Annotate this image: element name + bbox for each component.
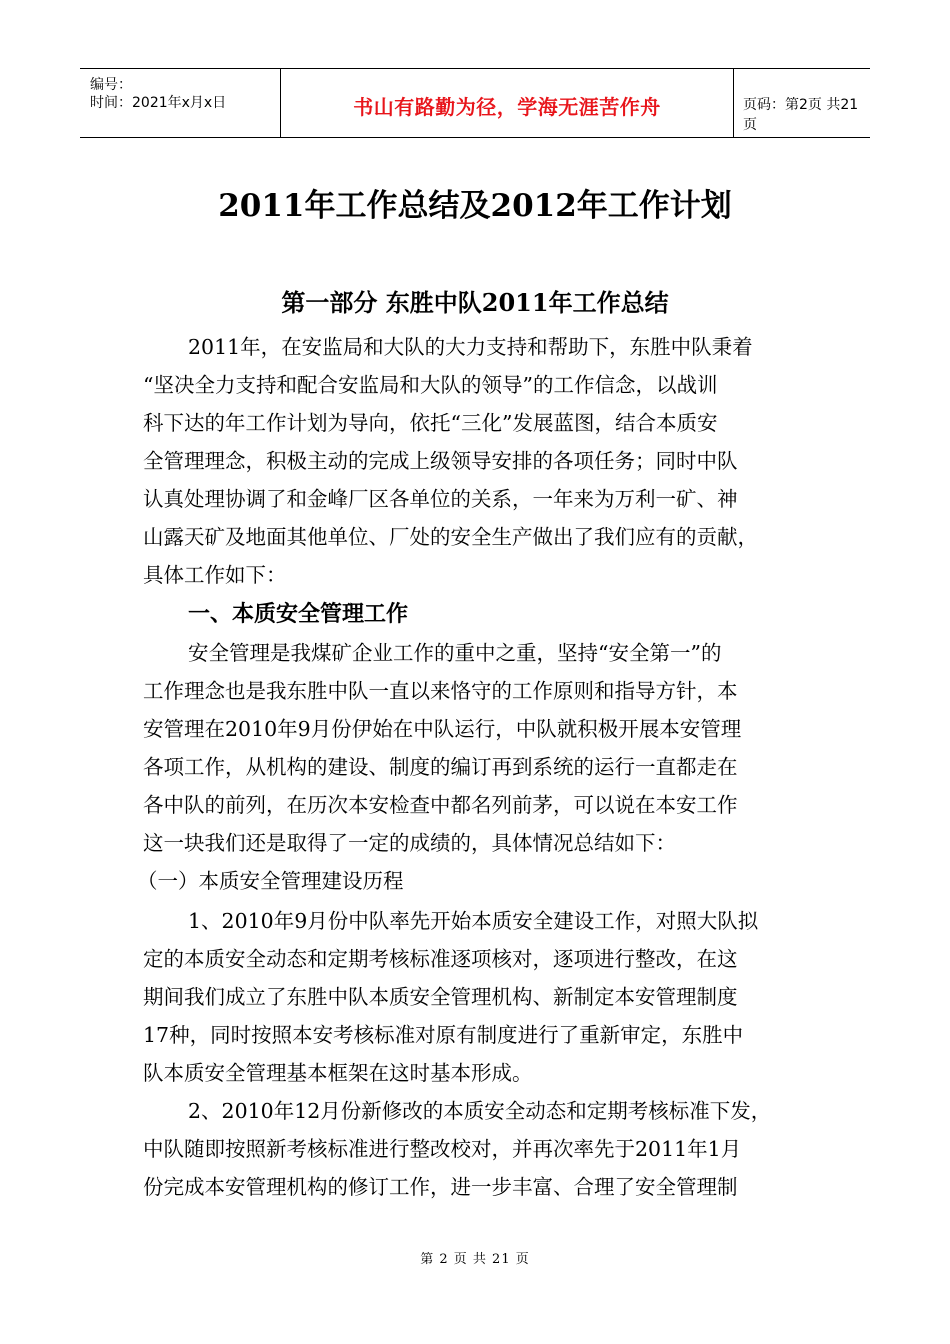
- number-label: 编号：: [90, 77, 132, 93]
- body-line: 山露天矿及地面其他单位、厂处的安全生产做出了我们应有的贡献，: [143, 525, 758, 549]
- body-line: 工作理念也是我东胜中队一直以来恪守的工作原则和指导方针，本: [143, 679, 738, 703]
- body-line: 各中队的前列，在历次本安检查中都名列前茅，可以说在本安工作: [143, 793, 738, 817]
- body-line: 全管理理念，积极主动的完成上级领导安排的各项任务；同时中队: [143, 449, 738, 473]
- motto-text: 书山有路勤为径，学海无涯苦作舟: [353, 95, 661, 119]
- header-page-cell: [733, 69, 870, 137]
- time-label: 时间：2021年x月x日: [90, 95, 227, 111]
- body-line: 2011年，在安监局和大队的大力支持和帮助下，东胜中队秉着: [188, 335, 753, 359]
- page-label: 页码：第2页 共21页: [743, 97, 859, 133]
- body-line: 安全管理是我煤矿企业工作的重中之重，坚持“安全第一”的: [188, 641, 722, 665]
- body-line: 各项工作，从机构的建设、制度的编订再到系统的运行一直都走在: [143, 755, 738, 779]
- body-line: 期间我们成立了东胜中队本质安全管理机构、新制定本安管理制度: [143, 985, 738, 1009]
- body-line: 份完成本安管理机构的修订工作，进一步丰富、合理了安全管理制: [143, 1175, 738, 1199]
- body-line: 科下达的年工作计划为导向，依托“三化”发展蓝图，结合本质安: [143, 411, 718, 435]
- body-line: 具体工作如下：: [143, 563, 287, 587]
- body-line: 队本质安全管理基本框架在这时基本形成。: [143, 1061, 533, 1085]
- header-table: [80, 68, 870, 138]
- page-footer: 第 2 页 共 21 页: [420, 1252, 530, 1267]
- body-line: 认真处理协调了和金峰厂区各单位的关系，一年来为万利一矿、神: [143, 487, 738, 511]
- section-heading: 一、本质安全管理工作: [188, 602, 409, 627]
- body-line: 17种，同时按照本安考核标准对原有制度进行了重新审定，东胜中: [143, 1023, 744, 1047]
- document-title: 2011年工作总结及2012年工作计划: [218, 188, 732, 224]
- body-line: 定的本质安全动态和定期考核标准逐项核对，逐项进行整改，在这: [143, 947, 738, 971]
- body-line: 中队随即按照新考核标准进行整改校对，并再次率先于2011年1月: [143, 1137, 742, 1161]
- header-motto-cell: [280, 69, 734, 137]
- body-line: “坚决全力支持和配合安监局和大队的领导”的工作信念，以战训: [143, 373, 718, 397]
- body-line: 2、2010年12月份新修改的本质安全动态和定期考核标准下发，: [188, 1099, 772, 1123]
- body-line: 这一块我们还是取得了一定的成绩的，具体情况总结如下：: [143, 831, 676, 855]
- part-title: 第一部分 东胜中队2011年工作总结: [281, 288, 669, 317]
- header-meta-cell: [80, 69, 280, 137]
- body-line: 安管理在2010年9月份伊始在中队运行，中队就积极开展本安管理: [143, 717, 742, 741]
- body-line: 1、2010年9月份中队率先开始本质安全建设工作，对照大队拟: [188, 909, 759, 933]
- subsection-heading: （一）本质安全管理建设历程: [137, 869, 404, 893]
